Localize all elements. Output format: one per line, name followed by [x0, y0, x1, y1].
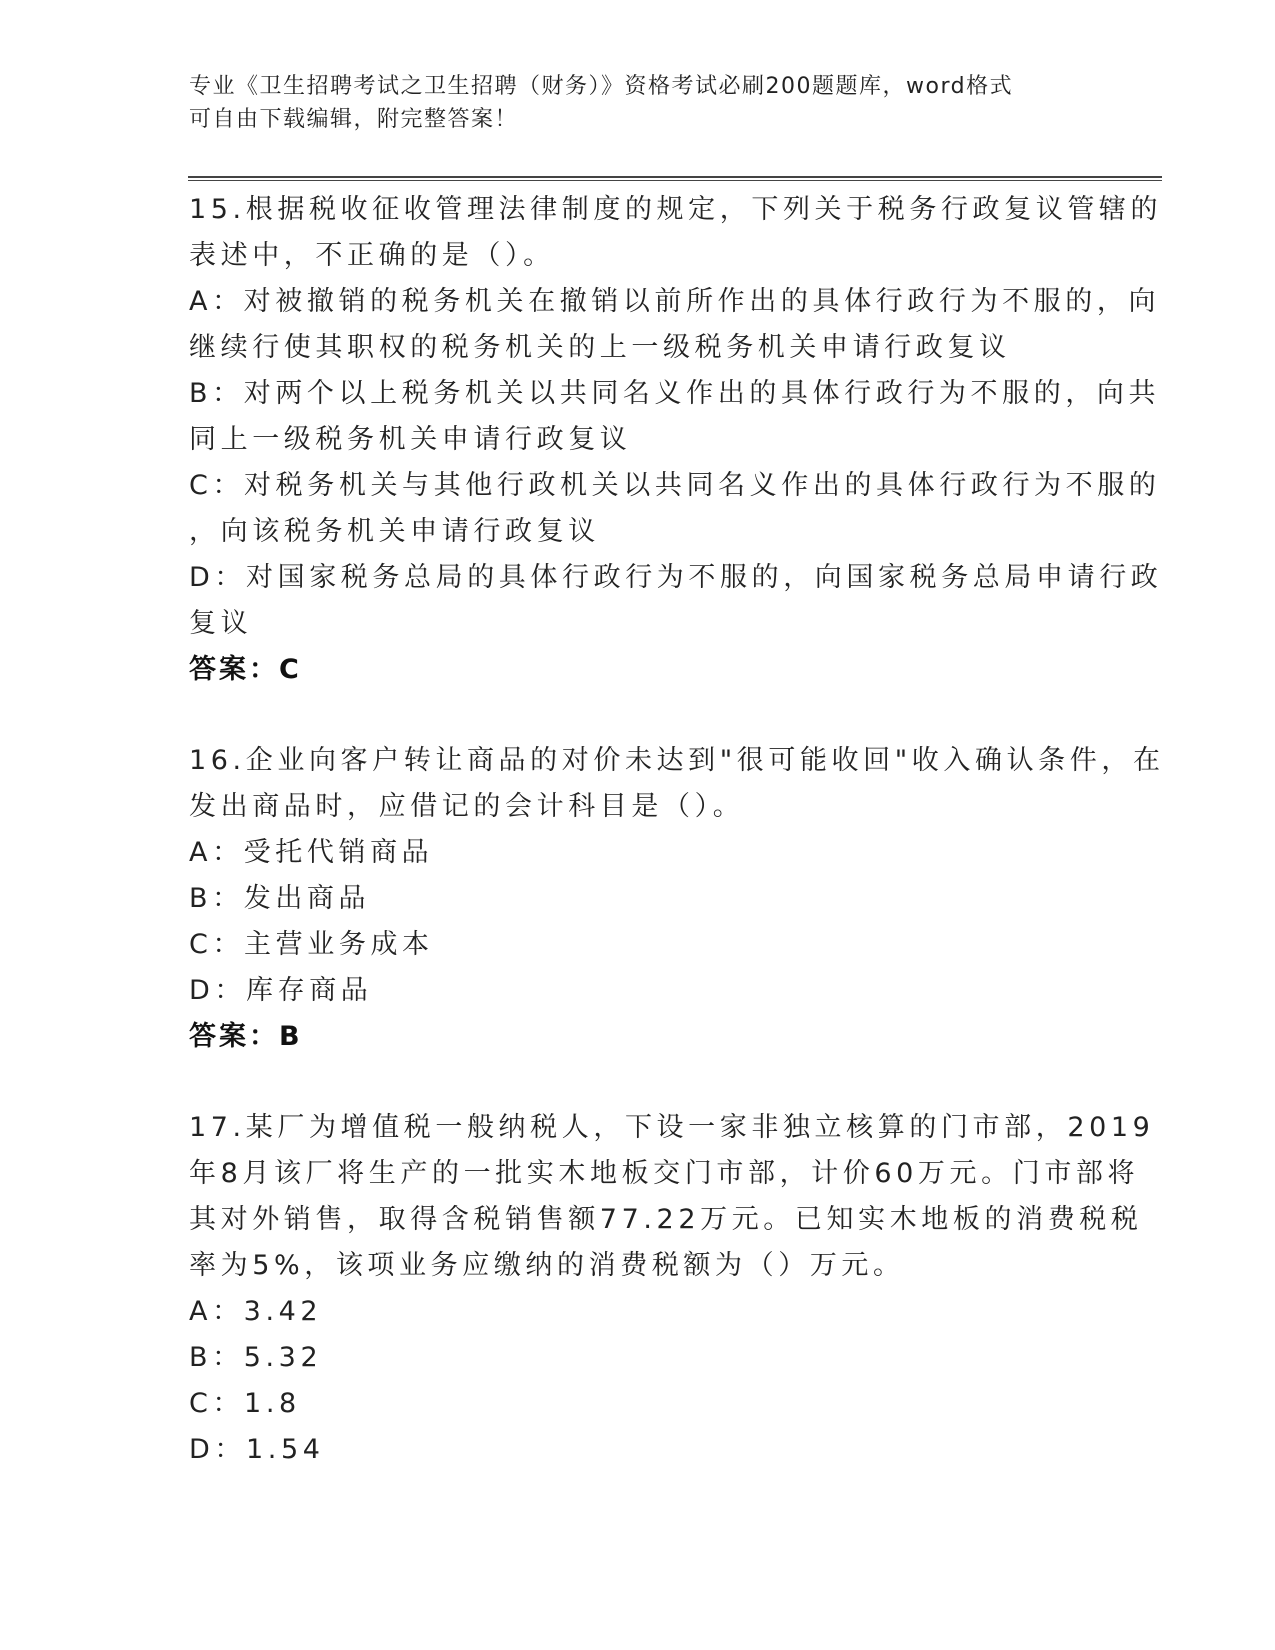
option-line: 同上一级税务机关申请行政复议	[189, 424, 632, 455]
option-line: C：对税务机关与其他行政机关以共同名义作出的具体行政行为不服的	[189, 470, 1161, 501]
option-line: C：1.8	[189, 1388, 301, 1419]
option-line: A：3.42	[189, 1296, 323, 1327]
question-list	[189, 187, 1165, 1473]
question-stem-line: 表述中，不正确的是（）。	[189, 240, 555, 271]
question-gap	[189, 1060, 1089, 1105]
option-line: 继续行使其职权的税务机关的上一级税务机关申请行政复议	[189, 332, 1011, 363]
question-stem-line: 17.某厂为增值税一般纳税人，下设一家非独立核算的门市部，2019	[189, 1112, 1155, 1143]
answer-label: 答案：C	[189, 654, 302, 685]
header-line-2: 可自由下载编辑，附完整答案！	[189, 107, 519, 132]
question-stem-line: 其对外销售，取得含税销售额77.22万元。已知实木地板的消费税税	[189, 1204, 1143, 1235]
option-line: A：对被撤销的税务机关在撤销以前所作出的具体行政行为不服的，向	[189, 286, 1161, 317]
option-line: D：库存商品	[189, 975, 373, 1006]
question-15	[189, 187, 1163, 693]
question-stem-line: 发出商品时，应借记的会计科目是（）。	[189, 791, 745, 822]
question-17	[189, 1105, 1155, 1473]
header-divider	[188, 176, 1162, 181]
option-line: D：1.54	[189, 1434, 325, 1465]
document-header	[189, 70, 1069, 136]
option-line: D：对国家税务总局的具体行政行为不服的，向国家税务总局申请行政	[189, 562, 1163, 593]
option-line: A：受托代销商品	[189, 837, 434, 868]
header-line-1: 专业《卫生招聘考试之卫生招聘（财务）》资格考试必刷200题题库，word格式	[189, 74, 1014, 99]
question-stem-line: 年8月该厂将生产的一批实木地板交门市部，计价60万元。门市部将	[189, 1158, 1140, 1189]
option-line: B：5.32	[189, 1342, 323, 1373]
option-line: C：主营业务成本	[189, 929, 434, 960]
question-stem-line: 16.企业向客户转让商品的对价未达到"很可能收回"收入确认条件，在	[189, 745, 1165, 776]
answer-label: 答案：B	[189, 1021, 303, 1052]
question-stem-line: 率为5%，该项业务应缴纳的消费税额为（）万元。	[189, 1250, 905, 1281]
question-gap	[189, 693, 1089, 738]
question-stem-line: 15.根据税收征收管理法律制度的规定，下列关于税务行政复议管辖的	[189, 194, 1163, 225]
option-line: B：发出商品	[189, 883, 371, 914]
option-line: 复议	[189, 608, 253, 639]
option-line: ，向该税务机关申请行政复议	[189, 516, 600, 547]
question-16	[189, 738, 1165, 1060]
option-line: B：对两个以上税务机关以共同名义作出的具体行政行为不服的，向共	[189, 378, 1161, 409]
